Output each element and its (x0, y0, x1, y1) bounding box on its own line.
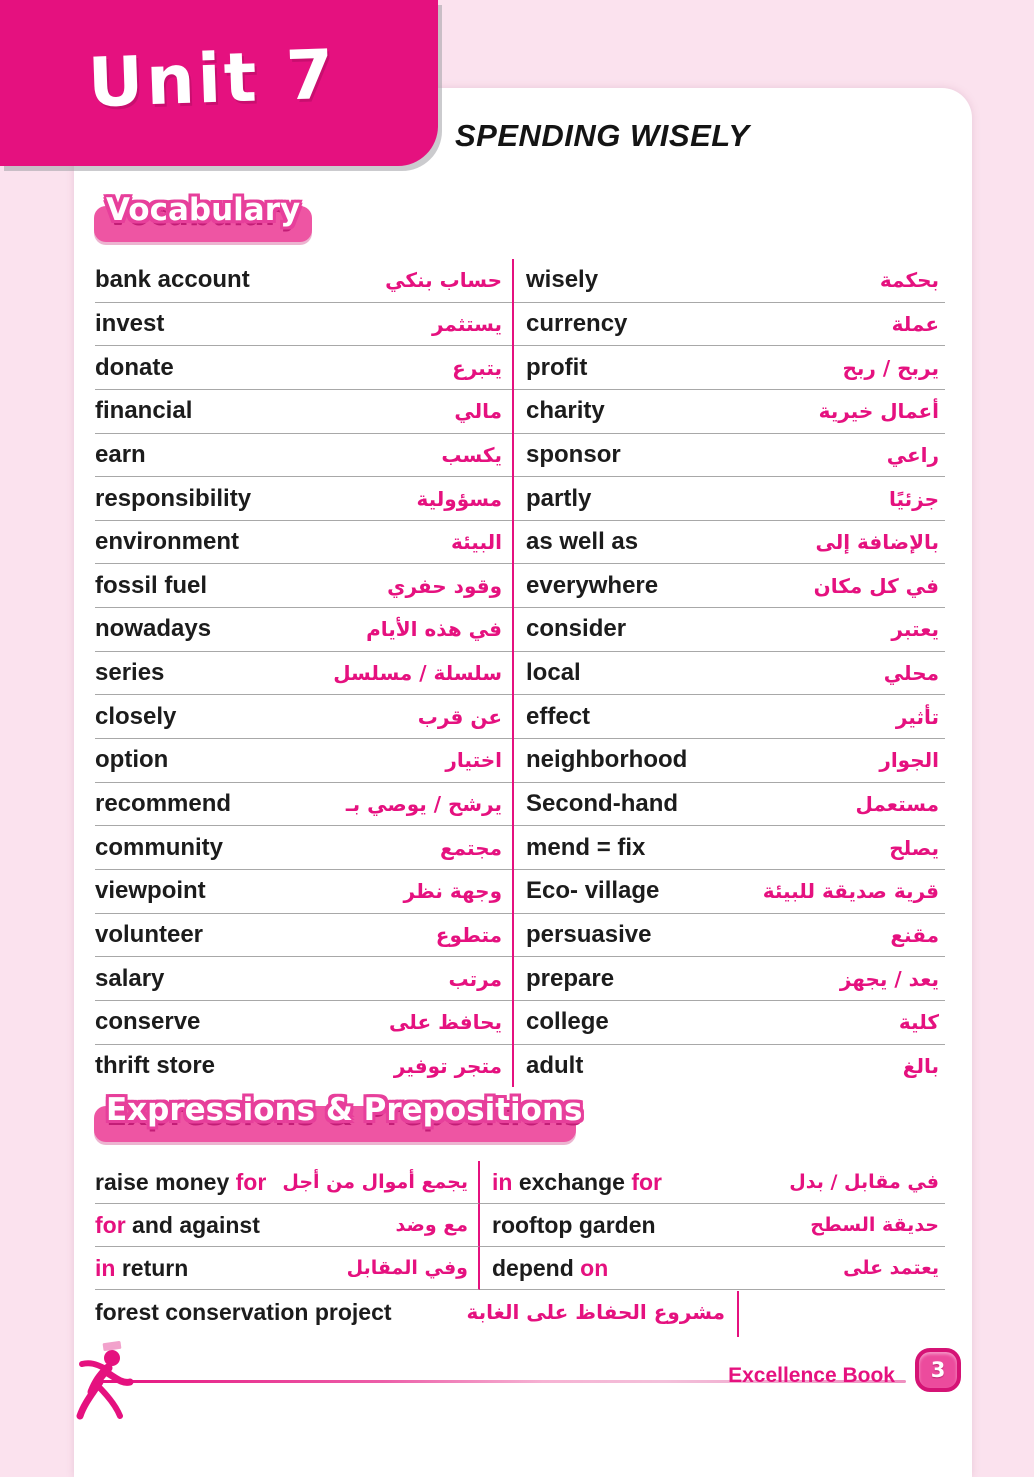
expression-text: and against (125, 1211, 260, 1238)
vocab-row (514, 346, 945, 390)
vocab-term-ar: متجر توفير (393, 1053, 503, 1078)
vocab-row (95, 695, 512, 739)
vocab-term-ar: يحافظ على (389, 1010, 503, 1035)
expression-en (95, 1212, 260, 1239)
vocab-term-ar: يستثمر (431, 311, 503, 336)
vocab-term-ar: اختيار (445, 748, 503, 773)
vocab-term-en: profit (526, 353, 588, 381)
expression-en (492, 1212, 656, 1239)
vocab-term-en: responsibility (95, 484, 252, 512)
vocab-row (95, 1045, 512, 1088)
vocabulary-heading-label: Vocabulary (106, 192, 301, 228)
vocab-term-ar: يعتبر (891, 617, 939, 642)
vocab-term-en: donate (95, 353, 174, 381)
expressions-table (95, 1161, 945, 1334)
expression-en (492, 1255, 608, 1282)
vocab-term-en: neighborhood (526, 746, 688, 774)
vocab-term-en: Eco- village (526, 877, 660, 905)
expression-row (95, 1247, 945, 1290)
excellence-figure-logo (70, 1338, 154, 1424)
vocab-term-en: conserve (95, 1008, 201, 1036)
vocab-term-en: environment (95, 528, 240, 556)
vocab-term-ar: مالي (454, 399, 503, 424)
vocab-term-ar: أعمال خيرية (818, 399, 939, 424)
vocab-term-en: closely (95, 702, 177, 730)
expression-ar: مع وضد (395, 1214, 468, 1236)
vocab-term-ar: حساب بنكي (385, 268, 503, 293)
vocab-term-en: nowadays (95, 615, 212, 643)
expression-ar: في مقابل / بدل (789, 1171, 939, 1193)
vocab-row (514, 521, 945, 565)
preposition-highlight: for (95, 1211, 126, 1238)
vocab-term-en: salary (95, 964, 165, 992)
vocab-term-ar: مجتمع (439, 835, 503, 860)
vocab-row (514, 390, 945, 434)
vocab-term-en: wisely (526, 266, 599, 294)
expression-cell (95, 1204, 480, 1247)
vocab-row (514, 434, 945, 478)
vocab-row (95, 1001, 512, 1045)
vocab-term-ar: عملة (891, 311, 939, 336)
expression-en (492, 1169, 662, 1196)
vocab-term-en: option (95, 746, 169, 774)
vocab-term-en: viewpoint (95, 877, 206, 905)
vocab-row (514, 652, 945, 696)
vocab-row (514, 564, 945, 608)
expression-en (95, 1255, 188, 1282)
vocab-term-ar: راعي (886, 442, 939, 467)
vocab-term-en: college (526, 1008, 609, 1036)
vocab-row (95, 957, 512, 1001)
vocab-term-ar: جزئيًا (888, 486, 939, 511)
expression-ar: يعتمد على (843, 1257, 939, 1279)
vocab-term-ar: مقنع (890, 922, 939, 947)
vocab-term-ar: متطوع (435, 922, 503, 947)
vocabulary-heading-badge (94, 192, 312, 242)
unit-banner (0, 0, 438, 166)
expression-full-row (95, 1290, 945, 1334)
vocab-term-ar: في كل مكان (813, 573, 939, 598)
expression-cell (480, 1161, 945, 1204)
expression-en (95, 1169, 266, 1196)
vocab-row (95, 914, 512, 958)
vocab-term-en: recommend (95, 790, 232, 817)
vocab-term-ar: في هذه الأيام (366, 617, 503, 642)
page-number-badge (915, 1348, 961, 1392)
vocab-row (514, 608, 945, 652)
vocab-term-en: financial (95, 397, 193, 425)
vocab-term-en: everywhere (526, 571, 659, 599)
vocab-row (514, 957, 945, 1001)
vocab-term-ar: يربح / ربح (842, 355, 939, 380)
vocab-term-en: bank account (95, 266, 250, 294)
vocab-term-en: persuasive (526, 920, 652, 948)
vocab-term-ar: مسؤولية (416, 486, 503, 511)
vocab-term-ar: مرتب (448, 966, 503, 991)
preposition-highlight: in (492, 1168, 513, 1195)
vocab-row (514, 914, 945, 958)
vocab-term-en: currency (526, 309, 628, 337)
vocab-row (95, 390, 512, 434)
vocab-term-ar: مستعمل (855, 792, 939, 816)
vocab-term-en: fossil fuel (95, 571, 208, 599)
vocab-row (95, 564, 512, 608)
vocab-term-ar: وجهة نظر (403, 879, 503, 904)
expression-cell (95, 1247, 480, 1290)
vocab-row (95, 739, 512, 783)
vocab-row (95, 826, 512, 870)
preposition-highlight: on (580, 1254, 609, 1281)
vocab-term-en: volunteer (95, 920, 204, 948)
vocab-term-ar: قرية صديقة للبيئة (762, 879, 939, 904)
vocab-term-ar: البيئة (451, 530, 503, 555)
vocab-term-en: charity (526, 397, 605, 425)
vocab-term-ar: بالإضافة إلى (815, 530, 939, 555)
expression-ar: حديقة السطح (810, 1214, 939, 1236)
vocab-term-en: local (526, 659, 581, 687)
vocab-row (95, 346, 512, 390)
expression-cell (480, 1204, 945, 1247)
vocab-row (514, 783, 945, 827)
expression-ar: يجمع أموال من أجل (282, 1171, 468, 1193)
expressions-heading-label: Expressions & Prepositions (106, 1092, 583, 1128)
vocab-term-ar: يعد / يجهز (839, 966, 939, 991)
expression-text: depend (492, 1254, 581, 1281)
vocab-term-ar: يتبرع (452, 355, 503, 380)
vocab-row (514, 826, 945, 870)
vocab-row (95, 521, 512, 565)
vocab-row (514, 1045, 945, 1088)
expression-cell (480, 1247, 945, 1290)
vocab-term-ar: يكسب (441, 442, 503, 467)
book-name: Excellence Book (728, 1364, 895, 1387)
vocab-term-en: community (95, 833, 224, 861)
expression-text: rooftop garden (492, 1211, 656, 1238)
vocab-term-en: mend = fix (526, 833, 646, 861)
vocab-row (95, 434, 512, 478)
vocab-term-en: series (95, 659, 165, 687)
vocab-row (514, 303, 945, 347)
vocab-row (95, 783, 512, 827)
page-number: 3 (930, 1358, 946, 1382)
vocab-term-ar: بالغ (902, 1053, 939, 1078)
vocab-row (95, 652, 512, 696)
vocab-term-ar: بحكمة (879, 268, 939, 293)
unit-title: Unit 7 (86, 35, 338, 124)
expression-ar: وفي المقابل (346, 1257, 468, 1279)
vocab-term-en: Second-hand (526, 790, 679, 817)
vocab-term-en: prepare (526, 964, 615, 992)
vocab-row (95, 303, 512, 347)
vocab-term-ar: الجوار (879, 748, 939, 773)
preposition-highlight: in (95, 1254, 116, 1281)
expression-row (95, 1204, 945, 1247)
preposition-highlight: for (235, 1168, 267, 1195)
expression-ar: مشروع الحفاظ على الغابة (466, 1300, 725, 1324)
vocab-row (514, 739, 945, 783)
vocab-term-en: thrift store (95, 1051, 215, 1079)
vocab-row (514, 1001, 945, 1045)
vocabulary-table (95, 259, 945, 1087)
vocab-term-en: earn (95, 440, 146, 468)
vocab-row (514, 870, 945, 914)
vocab-row (95, 477, 512, 521)
vocab-term-en: adult (526, 1051, 584, 1079)
vocab-term-ar: عن قرب (417, 704, 503, 729)
vocab-term-ar: يصلح (889, 835, 939, 860)
vocab-term-en: invest (95, 309, 165, 337)
expression-cell (95, 1161, 480, 1204)
expressions-heading-badge (94, 1092, 583, 1142)
page-title: SPENDING WISELY (455, 118, 750, 153)
expression-text: raise money (95, 1168, 236, 1195)
vocab-term-ar: تأثير (895, 704, 939, 729)
vocab-term-ar: سلسلة / مسلسل (333, 661, 503, 686)
vocab-term-ar: كلية (898, 1010, 939, 1035)
vocab-row (95, 259, 512, 303)
expression-text: exchange (512, 1168, 632, 1195)
vocabulary-column-right (512, 259, 945, 1087)
expression-row (95, 1161, 945, 1204)
vocab-term-en: consider (526, 615, 627, 643)
vocab-term-en: effect (526, 702, 591, 730)
expression-ar-wrap (95, 1290, 725, 1334)
preposition-highlight: for (631, 1168, 663, 1195)
expression-divider (737, 1291, 739, 1337)
vocab-row (514, 259, 945, 303)
vocab-row (514, 695, 945, 739)
vocab-term-ar: يرشح / يوصي بـ (345, 792, 503, 816)
vocab-term-en: sponsor (526, 440, 621, 468)
vocab-row (95, 870, 512, 914)
vocab-row (95, 608, 512, 652)
vocab-term-ar: محلي (883, 661, 939, 686)
vocab-term-en: as well as (526, 528, 639, 556)
expression-text: return (115, 1254, 189, 1281)
vocab-row (514, 477, 945, 521)
vocab-term-ar: وقود حفري (387, 573, 503, 598)
vocabulary-column-left (95, 259, 512, 1087)
vocab-term-en: partly (526, 484, 592, 512)
expression-text: forest conservation project (95, 1298, 392, 1325)
